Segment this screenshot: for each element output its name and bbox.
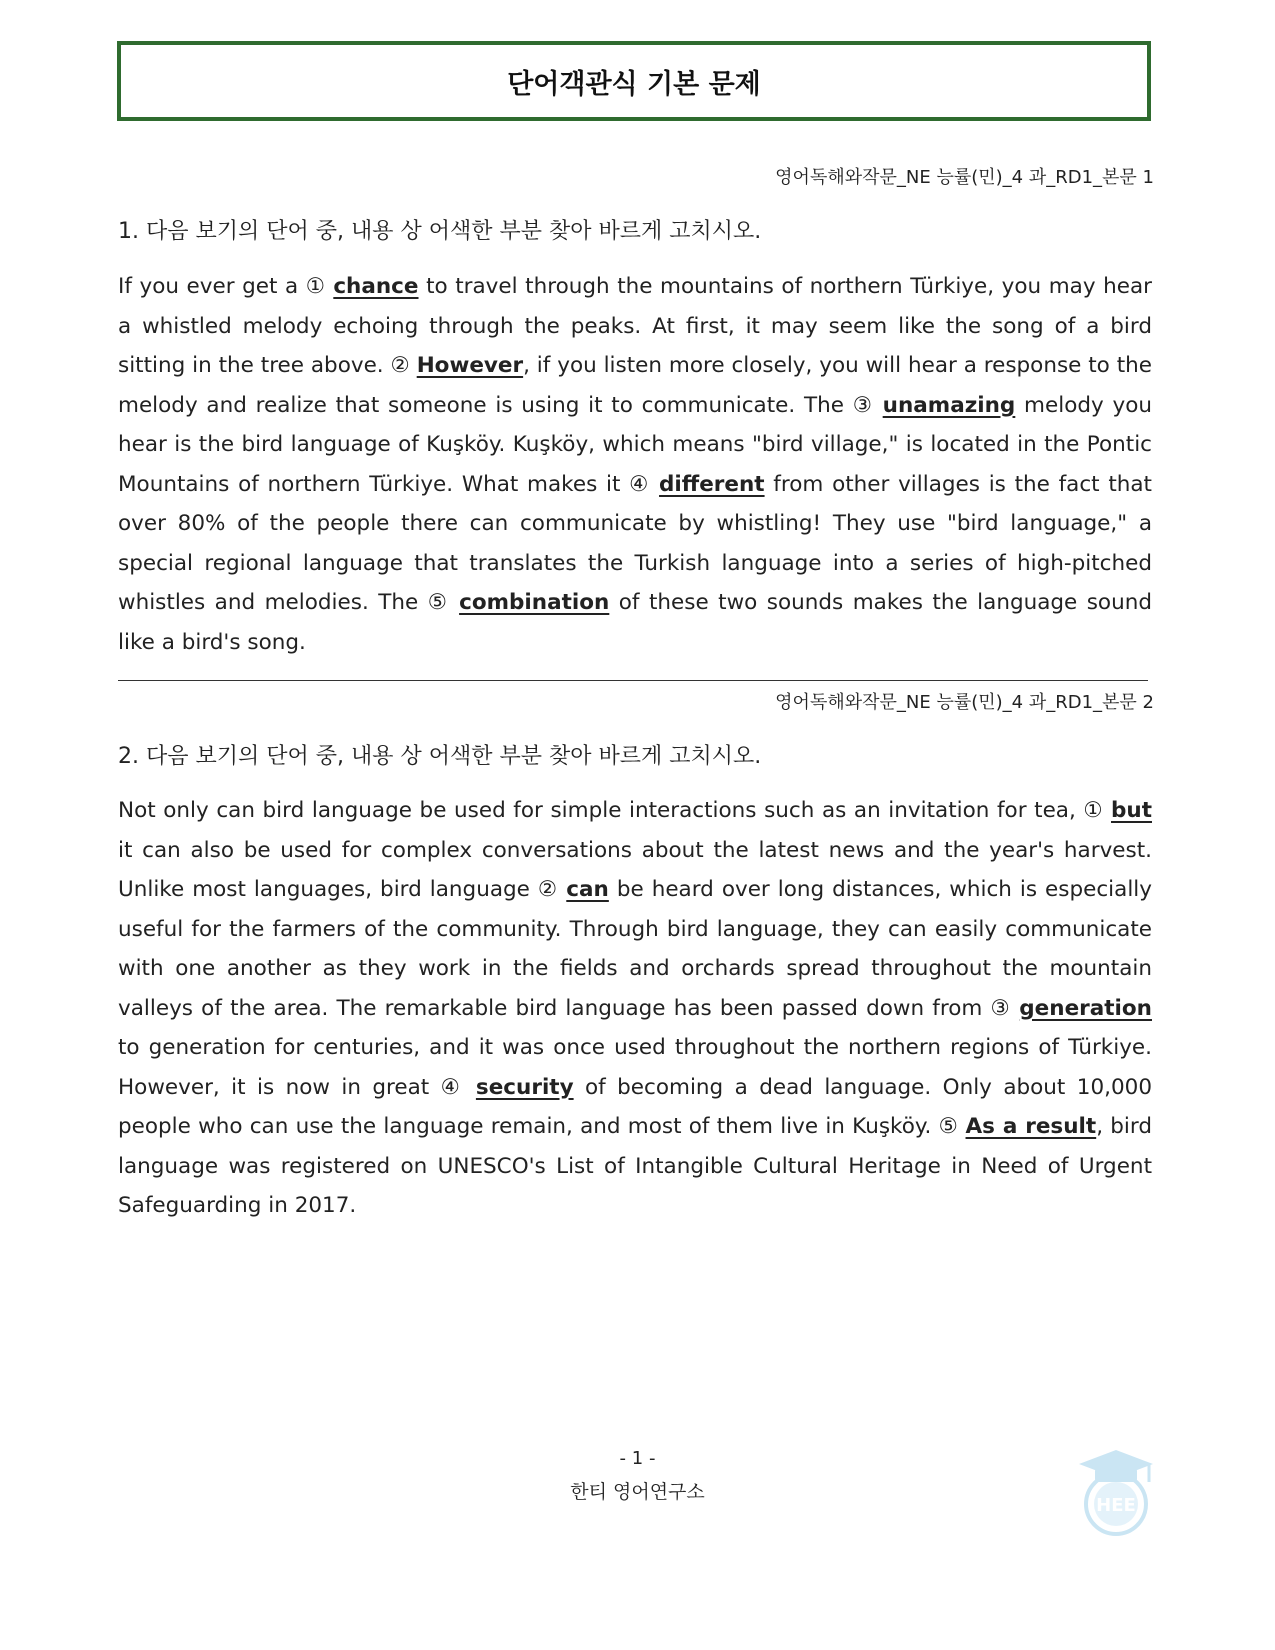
passage-1: [118, 267, 1152, 662]
passage-text: to travel through the mountains of northern Türkiye, you may hear a whistled melody echoing through the peaks. At first, it may seem like the song of a bird sitting in the tree above. ②: [118, 274, 1152, 378]
question-prompt-1: 1. 다음 보기의 단어 중, 내용 상 어색한 부분 찾아 바르게 고치시오.: [118, 219, 762, 244]
keyword-option: unamazing: [882, 392, 1016, 418]
question-prompt-2: 2. 다음 보기의 단어 중, 내용 상 어색한 부분 찾아 바르게 고치시오.: [118, 744, 762, 769]
keyword-option: However: [416, 353, 524, 378]
passage-text: , bird language was registered on UNESCO's List of Intangible Cultural Heritage in Need of Urgent Safeguarding in 2017.: [118, 1114, 1152, 1218]
keyword-option: security: [475, 1074, 574, 1100]
passage-text: , if you listen more closely, you will hear a response to the melody and realize that someone is using it to communicate. The ③: [118, 353, 1152, 418]
graduation-cap-icon: [1079, 1450, 1153, 1482]
passage-2: [118, 791, 1152, 1226]
passage-text: of becoming a dead language. Only about 10,000 people who can use the language remain, and most of them live in Kuşköy. ⑤: [118, 1074, 1152, 1139]
separator-line: [118, 680, 1148, 681]
source-label-1: 영어독해와작문_NE 능률(민)_4 과_RD1_본문 1: [775, 167, 1154, 188]
footer-org: 한티 영어연구소: [570, 1481, 705, 1503]
keyword-option: generation: [1019, 995, 1152, 1021]
keyword-option: but: [1111, 798, 1152, 823]
passage-text: be heard over long distances, which is especially useful for the farmers of the community. Through bird language, they can easily communicate with one another as they work in the fields and orchards spread throughout the mountain valleys of the area. The remarkable bird language has been passed down from ③: [118, 877, 1152, 1021]
logo-text: HEE: [1096, 1495, 1136, 1516]
passage-text: from other villages is the fact that over 80% of the people there can communicate by whistling! They use "bird language," a special regional language that translates the Turkish language into a series of high-pitched whistles and melodies. The ⑤: [118, 471, 1152, 615]
page-number: - 1 -: [619, 1448, 656, 1469]
passage-text: If you ever get a ①: [118, 274, 334, 299]
hee-logo: [1075, 1448, 1157, 1538]
title-box: [117, 41, 1151, 121]
keyword-option: different: [659, 471, 765, 497]
passage-text: of these two sounds makes the language sound like a bird's song.: [118, 590, 1152, 655]
keyword-option: combination: [459, 590, 610, 615]
passage-text: melody you hear is the bird language of Kuşköy. Kuşköy, which means "bird village," is located in the Pontic Mountains of northern Türkiye. What makes it ④: [118, 392, 1152, 497]
passage-text: it can also be used for complex conversations about the latest news and the year's harvest. Unlike most languages, bird language ②: [118, 837, 1152, 902]
keyword-option: chance: [333, 274, 419, 299]
passage-text: to generation for centuries, and it was once used throughout the northern regions of Türkiye. However, it is now in great ④: [118, 1035, 1152, 1100]
passage-text: Not only can bird language be used for simple interactions such as an invitation for tea, ①: [118, 798, 1112, 823]
source-label-2: 영어독해와작문_NE 능률(민)_4 과_RD1_본문 2: [775, 692, 1154, 713]
keyword-option: can: [566, 877, 609, 902]
keyword-option: As a result: [965, 1114, 1097, 1139]
page-title: 단어객관식 기본 문제: [507, 68, 761, 100]
